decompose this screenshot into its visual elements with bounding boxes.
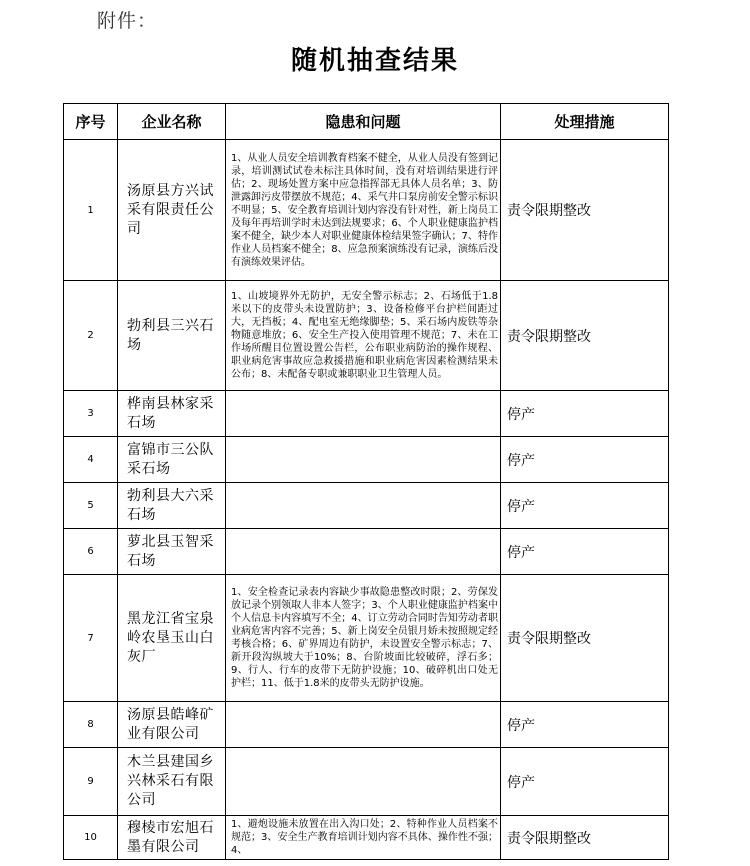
attachment-label: 附件： — [97, 10, 158, 32]
company-name: 穆棱市宏旭石墨有限公司 — [118, 816, 226, 860]
row-no: 4 — [64, 437, 118, 483]
company-name: 木兰县建国乡兴林采石有限公司 — [118, 748, 226, 816]
issue-text: 1、从业人员安全培训教育档案不健全，从业人员没有签到记录，培训测试试卷未标注具体时间，没有对培训结果进行评估；2、现场处置方案中应急指挥部无具体人员名单；3、防泄露卸污皮带摆放不规范；4、采气井口泵房前安全警示标识不明显；5、安全教育培训计划内容没有针对性，新上岗员工及每年再培训学时未达到法规要求；6、个人职业健康监护档案不健全，缺少本人对职业健康体检结果签字确认；7、特作作业人员档案不健全；8、应急预案演练没有记录，演练后没有演练效果评估。 — [226, 140, 501, 281]
row-no: 8 — [64, 702, 118, 748]
action-text: 责令限期整改 — [501, 281, 669, 391]
action-text: 停产 — [501, 748, 669, 816]
table-row — [64, 437, 669, 483]
action-text: 停产 — [501, 437, 669, 483]
action-text: 停产 — [501, 483, 669, 529]
action-text: 停产 — [501, 529, 669, 575]
issue-text — [226, 437, 501, 483]
row-no: 5 — [64, 483, 118, 529]
company-name: 汤原县方兴试采有限责任公司 — [118, 140, 226, 281]
table-row — [64, 140, 669, 281]
row-no: 7 — [64, 575, 118, 702]
issue-text — [226, 702, 501, 748]
table-row — [64, 702, 669, 748]
table-row — [64, 391, 669, 437]
header-action: 处理措施 — [501, 104, 669, 140]
table-row — [64, 748, 669, 816]
issue-text — [226, 748, 501, 816]
table-row — [64, 575, 669, 702]
row-no: 1 — [64, 140, 118, 281]
company-name: 勃利县三兴石场 — [118, 281, 226, 391]
company-name: 富锦市三公队采石场 — [118, 437, 226, 483]
page-title: 随机抽查结果 — [290, 46, 459, 76]
table-row — [64, 816, 669, 860]
issue-text: 1、安全检查记录表内容缺少事故隐患整改时限；2、劳保发放记录个别领取人非本人签字；3、个人职业健康监护档案中个人信息卡内容填写不全；4、订立劳动合同时告知劳动者职业病危害内容不完善；5、新上岗安全员银月娇未按照规定经考核合格；6、矿界周边有防护，未设置安全警示标志；7、新开段沟纵坡大于10%；8、台阶坡面比较破碎，浮石多；9、行人、行车的皮带下无防护设施；10、破碎机出口处无护栏；11、低于1.8米的皮带头无防护设施。 — [226, 575, 501, 702]
action-text: 责令限期整改 — [501, 575, 669, 702]
row-no: 6 — [64, 529, 118, 575]
company-name: 萝北县玉智采石场 — [118, 529, 226, 575]
company-name: 勃利县大六采石场 — [118, 483, 226, 529]
header-company: 企业名称 — [118, 104, 226, 140]
issue-text: 1、避炮设施未放置在出入沟口处；2、特种作业人员档案不规范；3、安全生产教育培训计划内容不具体、操作性不强；4、 — [226, 816, 501, 860]
company-name: 桦南县林家采石场 — [118, 391, 226, 437]
company-name: 汤原县皓峰矿业有限公司 — [118, 702, 226, 748]
issue-text — [226, 483, 501, 529]
action-text: 停产 — [501, 702, 669, 748]
row-no: 2 — [64, 281, 118, 391]
header-issues: 隐患和问题 — [226, 104, 501, 140]
issue-text — [226, 529, 501, 575]
action-text: 责令限期整改 — [501, 816, 669, 860]
action-text: 停产 — [501, 391, 669, 437]
issue-text: 1、山坡境界外无防护，无安全警示标志；2、石场低于1.8米以下的皮带头未设置防护；3、设备检修平台护栏间距过大，无挡板；4、配电室无绝缘脚垫；5、采石场内废铁等杂物随意堆放；6、安全生产投入使用管理不规范；7、未在工作场所醒目位置设置公告栏，公布职业病防治的操作规程、职业病危害事故应急救援措施和职业病危害因素检测结果未公布；8、未配备专职或兼职职业卫生管理人员。 — [226, 281, 501, 391]
header-no: 序号 — [64, 104, 118, 140]
table-row — [64, 483, 669, 529]
table-row — [64, 529, 669, 575]
table-row — [64, 281, 669, 391]
inspection-results-table — [63, 103, 669, 860]
action-text: 责令限期整改 — [501, 140, 669, 281]
company-name: 黑龙江省宝泉岭农垦玉山白灰厂 — [118, 575, 226, 702]
row-no: 3 — [64, 391, 118, 437]
row-no: 10 — [64, 816, 118, 860]
row-no: 9 — [64, 748, 118, 816]
issue-text — [226, 391, 501, 437]
table-header-row — [64, 104, 669, 140]
